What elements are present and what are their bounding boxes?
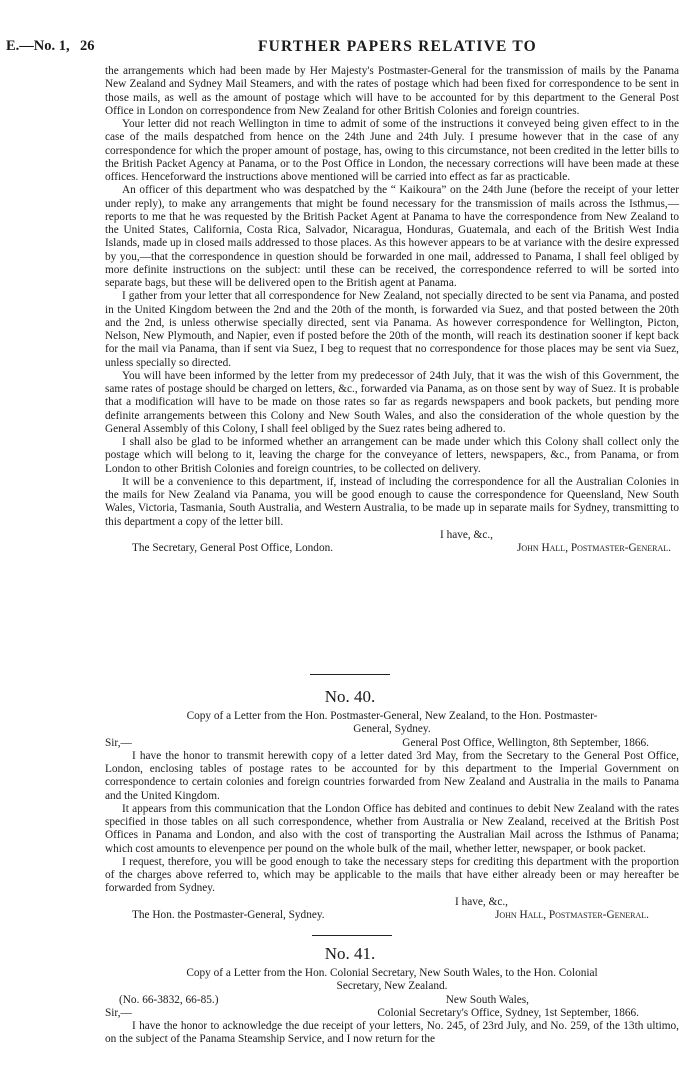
section-divider	[312, 935, 392, 936]
section-divider	[310, 674, 390, 675]
document-reference: E.—No. 1,	[6, 38, 70, 54]
paragraph: Your letter did not reach Wellington in time to admit of some of the instructions it conveyed being given effect to in the case of the mails despatched from hence on the 24th June and 24th July. I presume however that in the case of any correspondence for which the proper amount of postage, has, owing to this circumstance, not been credited in the letter bills to the British Packet Agency at Panama, or to the Post Office in London, the necessary corrections will have been made at these offices. Henceforward the instructions above mentioned will be carried into effect as far as practicable.	[105, 118, 679, 183]
paragraph: I have the honor to acknowledge the due receipt of your letters, No. 245, of 23rd July, and No. 259, of the 13th ultimo, on the subject of the Panama Steamship Service, and I now return for the	[105, 1020, 679, 1046]
addressee: The Secretary, General Post Office, London.	[132, 542, 334, 554]
letter-caption: Copy of a Letter from the Hon. Postmaster-General, New Zealand, to the Hon. Postmaster-	[186, 710, 598, 722]
addressee: The Hon. the Postmaster-General, Sydney.	[132, 908, 325, 921]
state-name: New South Wales,	[445, 993, 529, 1006]
running-title: FURTHER PAPERS RELATIVE TO	[258, 38, 537, 55]
page-number: 26	[80, 38, 95, 54]
letter-caption: Copy of a Letter from the Hon. Colonial Secretary, New South Wales, to the Hon. Colonial	[186, 967, 598, 979]
paragraph: I have the honor to transmit herewith copy of a letter dated 3rd May, from the Secretary to the General Post Office, London, enclosing tables of postage rates to be accounted for by this department to the Imperial Government on correspondence to certain colonies and foreign countries forwarded from New Zealand and Australia in the mails to Panama and the United Kingdom.	[105, 749, 679, 802]
salutation: Sir,—	[105, 1006, 132, 1019]
paragraph: It appears from this communication that the London Office has debited and continues to debit New Zealand with the rates specified in those tables on all such correspondence, whether from Australia or New Zealand, received at the British Post Offices in Panama and London, and also with the cost of transporting the Australian Mail across the Isthmus of Panama; which cost amounts to elevenpence per pound on the whole bulk of the mail, whether letter, newspaper, or book packet.	[105, 802, 679, 855]
signature: John Hall, Postmaster-General.	[516, 542, 671, 554]
place-date: General Post Office, Wellington, 8th September, 1866.	[402, 736, 649, 749]
paragraph: You will have been informed by the letter from my predecessor of 24th July, that it was the wish of this Government, the same rates of postage should be charged on letters, &c., forwarded via Panama, as on those sent by way of Suez. It is probable that a modification will have to be made on those rates so far as regards newspapers and book packets, but pending more definite arrangements between this Colony and New South Wales, and also the consideration of the whole question by the General Assembly of this Colony, I shall feel obliged by the Suez rates being adhered to.	[105, 369, 679, 435]
letter-no-41	[105, 967, 679, 1047]
paragraph: It will be a convenience to this department, if, instead of including the correspondence for all the Australian Colonies in the mails for New Zealand via Panama, you will be good enough to cause the correspondence for Queensland, New South Wales, Victoria, Tasmania, South Australia, and Western Australia, to be made up in separate mails for Sydney, transmitting to this department a copy of the letter bill.	[105, 475, 679, 528]
letter-no-40	[105, 710, 679, 922]
letter-continuation	[105, 65, 679, 555]
letter-caption: Secretary, New Zealand.	[336, 980, 448, 993]
closing: I have, &c.,	[440, 528, 494, 541]
salutation: Sir,—	[105, 736, 132, 749]
paragraph: I gather from your letter that all correspondence for New Zealand, not specially directed to be sent via Panama, and posted in the United Kingdom between the 2nd and the 20th of the month, is forwarded via Suez, and that posted between the 20th and the 2nd, is unless otherwise specially directed, sent via Panama. As however correspondence for Wellington, Picton, Nelson, New Plymouth, and Napier, even if posted before the 20th of the month, will reach its destination sooner if kept back for the mail via Panama, than if sent via Suez, I beg to request that no correspondence for those places may be sent via Suez, unless specially so directed.	[105, 290, 679, 369]
paragraph: the arrangements which had been made by Her Majesty's Postmaster-General for the transmission of mails by the Panama New Zealand and Sydney Mail Steamers, and with the rates of postage which had been fixed for correspondence to be sent in those mails, as well as the amount of postage which will have to be accounted for by this department to the General Post Office in London on correspondence from New Zealand for other British Colonies and foreign countries.	[105, 65, 679, 117]
closing: I have, &c.,	[455, 895, 509, 908]
paragraph: I request, therefore, you will be good enough to take the necessary steps for crediting this department with the proportion of the charges above referred to, which may be applicable to the mails that have either already been or may hereafter be forwarded from Sydney.	[105, 855, 679, 895]
paragraph: An officer of this department who was despatched by the “ Kaikoura” on the 24th June (before the receipt of your letter under reply), to make any arrangements that might be found necessary for the transmission of mails across the Isthmus,—reports to me that he was requested by the British Packet Agent at Panama to have the correspondence from New Zealand to the United States, California, Costa Rica, Salvador, Nicaragua, Honduras, Guatemala, and each of the British West India Islands, made up in closed mails addressed to those places. As this however appears to be at variance with the desire expressed by you,—that the correspondence in question should be forwarded in one mail, addressed to Panama, I shall feel obliged by more definite instructions on the subject: until these can be received, the correspondence referred to will be sorted into separate bags, but these will be delivered open to the British agent at Panama.	[105, 184, 679, 289]
reference-number: (No. 66-3832, 66-85.)	[119, 993, 219, 1006]
section-heading-no-40: No. 40.	[324, 687, 376, 706]
place-date: Colonial Secretary's Office, Sydney, 1st September, 1866.	[377, 1006, 639, 1019]
letter-caption: General, Sydney.	[353, 723, 431, 736]
paragraph: I shall also be glad to be informed whether an arrangement can be made under which this Colony shall collect only the postage which will belong to it, leaving the charge for the conveyance of letters, newspapers, &c., from Panama, or from London to other British Colonies and foreign countries, to be collected on delivery.	[105, 436, 679, 475]
signature: John Hall, Postmaster-General.	[494, 908, 649, 921]
section-heading-no-41: No. 41.	[324, 944, 376, 963]
